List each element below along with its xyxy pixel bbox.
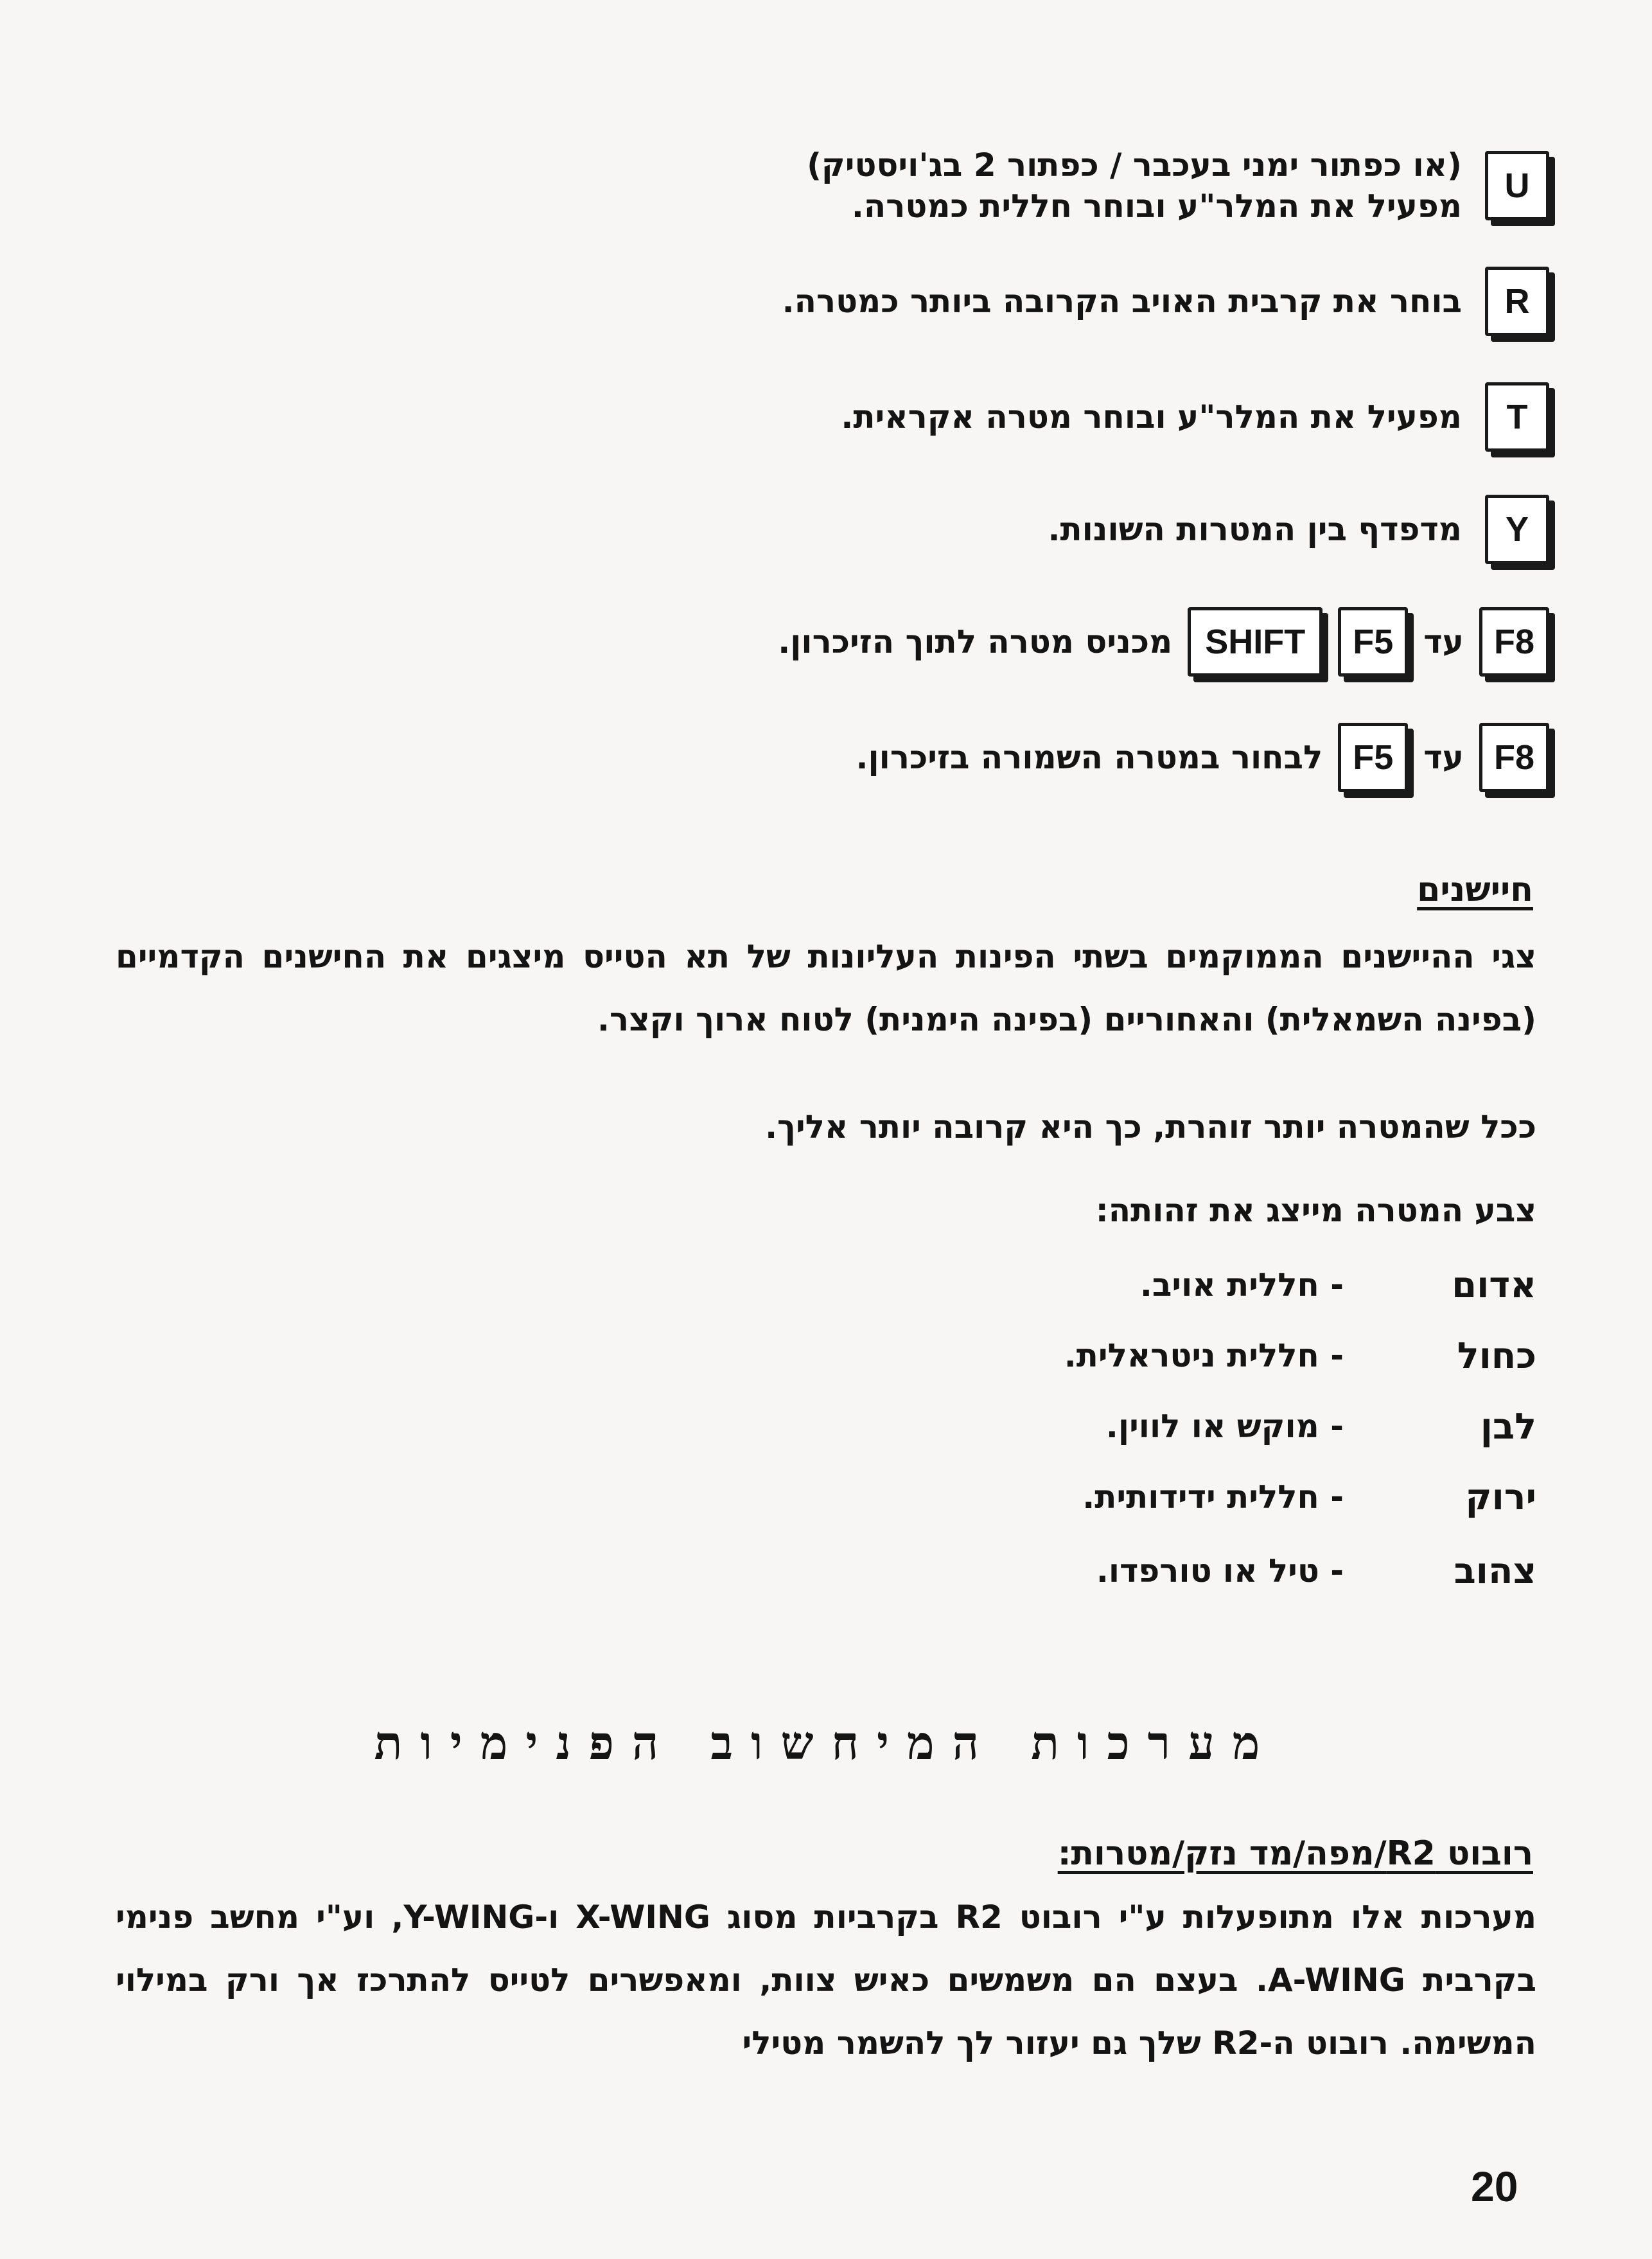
key-f8: F8 (1479, 607, 1549, 677)
key-t: T (1485, 382, 1549, 452)
key-row-u-text (807, 145, 1462, 227)
color-row-blue (116, 1320, 1536, 1391)
key-row-f (103, 723, 1549, 792)
key-row-t (103, 382, 1549, 452)
key-u: U (1485, 151, 1549, 220)
key-f8: F8 (1479, 723, 1549, 792)
key-row-r (103, 267, 1549, 336)
color-name: אדום (1452, 1264, 1536, 1306)
color-desc: - חללית ידידותית. (1082, 1478, 1344, 1516)
color-desc: - חללית אויב. (1139, 1266, 1344, 1304)
key-row-y-text: מדפדף בין המטרות השונות. (1048, 511, 1462, 548)
key-row-u-line1: (או כפתור ימני בעכבר / כפתור 2 בג'ויסטיק) (807, 146, 1462, 184)
color-desc: - מוקש או לווין. (1105, 1408, 1344, 1445)
key-y: Y (1485, 495, 1549, 564)
key-f5: F5 (1338, 723, 1408, 792)
key-r: R (1485, 267, 1549, 336)
sensors-heading: חיישנים (1417, 871, 1533, 909)
key-row-shift-f (103, 607, 1549, 677)
color-row-red (116, 1250, 1536, 1320)
key-range-separator: עד (1423, 739, 1464, 776)
color-row-white (116, 1391, 1536, 1462)
color-row-yellow (116, 1536, 1536, 1606)
key-row-f-text: לבחור במטרה השמורה בזיכרון. (856, 739, 1323, 776)
key-row-r-text: בוחר את קרבית האויב הקרובה ביותר כמטרה. (782, 283, 1462, 320)
color-name: צהוב (1454, 1550, 1536, 1592)
key-row-t-text: מפעיל את המלר"ע ובוחר מטרה אקראית. (841, 398, 1462, 436)
sensors-brightness-note: ככל שהמטרה יותר זוהרת, כך היא קרובה יותר אליך. (765, 1108, 1536, 1146)
color-name: כחול (1457, 1334, 1536, 1377)
key-row-u-line2: מפעיל את המלר"ע ובוחר חללית כמטרה. (851, 188, 1462, 225)
page-number: 20 (1471, 2163, 1518, 2210)
key-row-y (103, 495, 1549, 564)
color-desc: - חללית ניטראלית. (1064, 1337, 1344, 1374)
key-f5: F5 (1338, 607, 1408, 677)
key-shift: SHIFT (1188, 607, 1322, 677)
section-title: מערכות המיחשוב הפנימיות (374, 1715, 1278, 1770)
sensors-paragraph: צגי ההיישנים הממוקמים בשתי הפינות העליונות של תא הטייס מיצגים את החישנים הקדמיים (בפינה השמאלית) והאחוריים (בפינה הימנית) לטוח ארוך וקצר. (116, 938, 1536, 1038)
color-desc: - טיל או טורפדו. (1096, 1552, 1344, 1590)
sensors-color-intro: צבע המטרה מייצג את זהותה: (1095, 1192, 1536, 1229)
section-paragraph: מערכות אלו מתופעלות ע"י רובוט R2 בקרביות מסוג X-WING ו-Y-WING, וע"י מחשב פנימי בקרבית A-WING. בעצם הם משמשים כאיש צוות, ומאפשרים לטייס להתרכז אך ורק במילוי המשימה. רובוט ה-R2 שלך גם יעזור לך להשמר מטילי (116, 1899, 1537, 2062)
key-row-shift-text: מכניס מטרה לתוך הזיכרון. (778, 623, 1173, 660)
key-row-u (103, 145, 1549, 227)
color-name: ירוק (1465, 1476, 1536, 1518)
key-range-separator: עד (1423, 623, 1464, 660)
section-subheading: רובוט R2/מפה/מד נזק/מטרות: (1057, 1834, 1533, 1873)
color-name: לבן (1480, 1405, 1536, 1448)
color-row-green (116, 1462, 1536, 1532)
